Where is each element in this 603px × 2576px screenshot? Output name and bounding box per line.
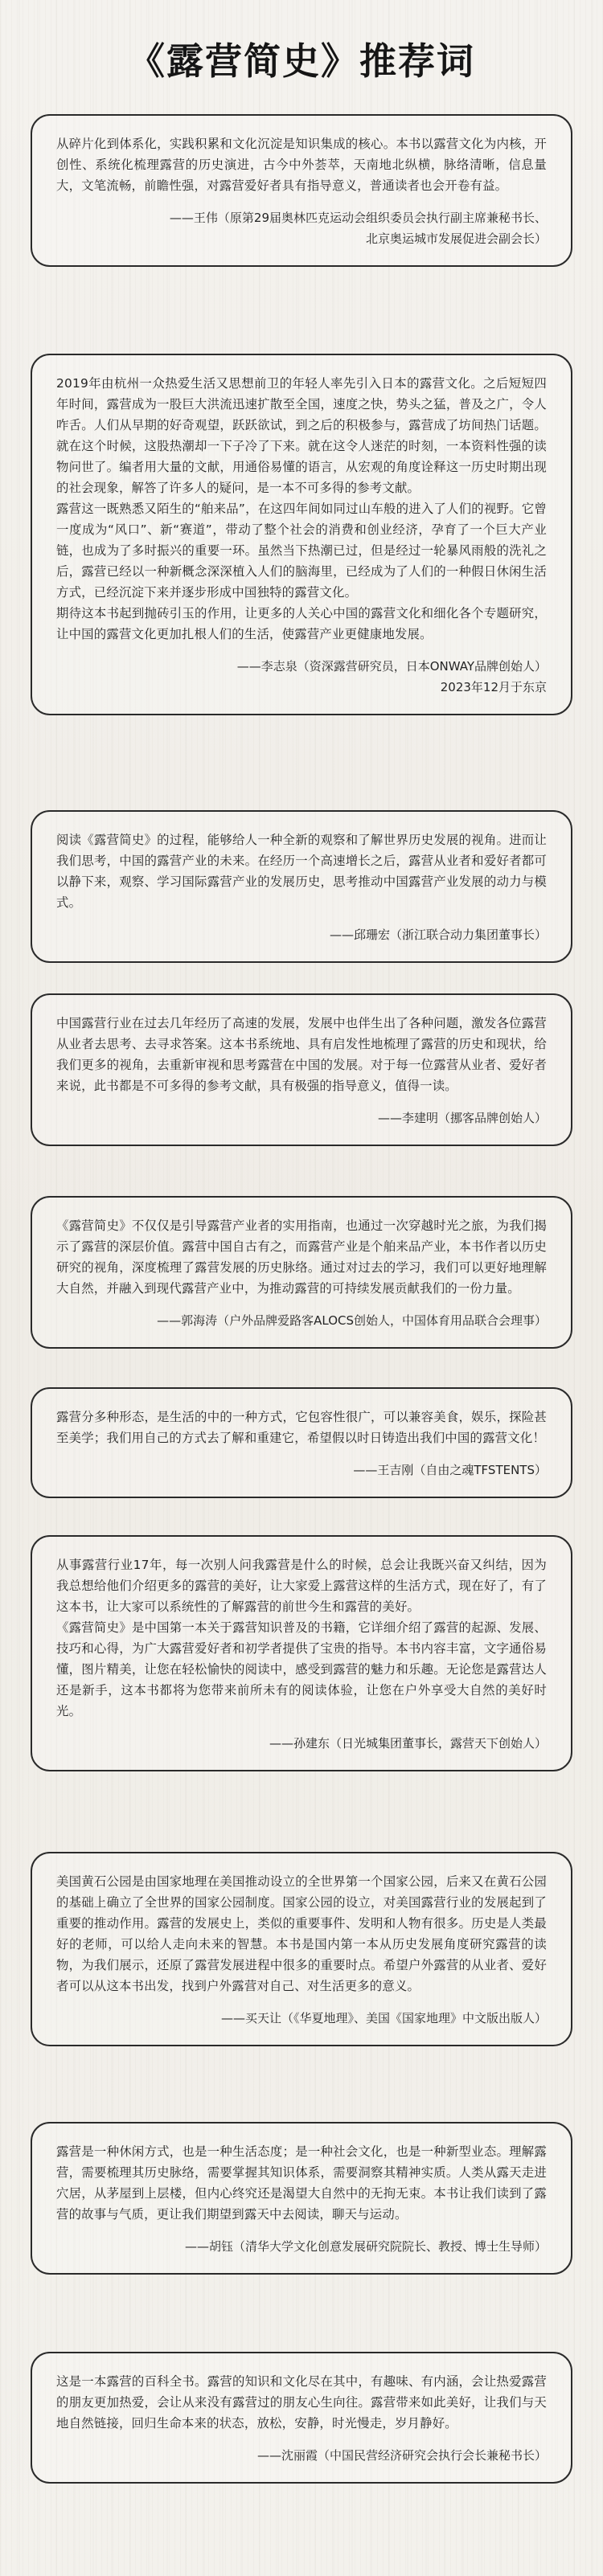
recommender-signature [56, 2008, 547, 2029]
recommendation-card [31, 993, 572, 1146]
signature-line: ——沈丽霞（中国民营经济研究会执行会长兼秘书长） [256, 2448, 547, 2463]
recommendation-text: 期待这本书起到抛砖引玉的作用，让更多的人关心中国的露营文化和细化各个专题研究，让中国的露营文化更加扎根人们的生活，使露营产业更健康地发展。 [56, 606, 547, 641]
recommendation-text: 露营这一既熟悉又陌生的“舶来品”，在这四年间如同过山车般的进入了人们的视野。它曾一度成为“风口”、新“赛道”，带动了整个社会的消费和创业经济，孕育了一个巨大产业链，也成为了多时振兴的重要一环。虽然当下热潮已过，但是经过一轮暴风雨般的洗礼之后，露营已经以一种新概念深深植入人们的脑海里，已经成为了人们的一种假日休闲生活方式，已经沉淀下来并逐步形成中国独特的露营文化。 [56, 502, 547, 600]
page-title: 《露营简史》推荐词 [128, 39, 475, 83]
recommender-signature [56, 2236, 547, 2257]
recommender-signature [56, 924, 547, 945]
recommendation-text: 从事露营行业17年，每一次别人问我露营是什么的时候，总会让我既兴奋又纠结，因为我总想给他们介绍更多的露营的美好，让大家爱上露营这样的生活方式，现在好了，有了这本书，让大家可以系统性的了解露营的前世今生和露营的美好。 [56, 1558, 547, 1614]
recommendation-card [31, 1196, 572, 1349]
signature-line: ——王伟（原第29届奥林匹克运动会组织委员会执行副主席兼秘书长、 [169, 211, 547, 225]
recommendation-card [31, 2122, 572, 2275]
signature-line: ——邱珊宏（浙江联合动力集团董事长） [329, 928, 547, 942]
recommender-signature [56, 1108, 547, 1128]
signature-line: 2023年12月于东京 [440, 680, 547, 694]
signature-line: 北京奥运城市发展促进会副会长） [365, 231, 547, 246]
recommendation-card [31, 1852, 572, 2046]
recommendation-text: 阅读《露营简史》的过程，能够给人一种全新的观察和了解世界历史发展的视角。进而让我们思考，中国的露营产业的未来。在经历一个高速增长之后，露营从业者和爱好者都可以静下来，观察、学习国际露营产业的发展历史，思考推动中国露营产业发展的动力与模式。 [56, 833, 547, 910]
recommender-signature [56, 1460, 547, 1480]
recommendation-text: 这是一本露营的百科全书。露营的知识和文化尽在其中，有趣味、有内涵，会让热爱露营的朋友更加热爱，会让从来没有露营过的朋友心生向往。露营带来如此美好，让我们与天地自然链接，回归生命本来的状态，放松，安静，时光慢走，岁月静好。 [56, 2374, 547, 2431]
recommendation-text: 美国黄石公园是由国家地理在美国推动设立的全世界第一个国家公园，后来又在黄石公园的基础上确立了全世界的国家公园制度。国家公园的设立，对美国露营行业的发展起到了重要的推动作用。露营的发展史上，类似的重要事件、发明和人物有很多。历史是人类最好的老师，可以给人走向未来的智慧。本书是国内第一本从历史发展角度研究露营的读物，为我们展示，还原了露营发展进程中很多的重要时点。希望户外露营的从业者、爱好者可以从这本书出发，找到户外露营对自己、对生活更多的意义。 [56, 1874, 547, 1993]
recommendation-card [31, 354, 572, 715]
recommender-signature [56, 207, 547, 249]
recommender-signature [56, 656, 547, 698]
signature-line: ——王吉刚（自由之魂TFSTENTS） [353, 1463, 547, 1477]
signature-line: ——胡钰（清华大学文化创意发展研究院院长、教授、博士生导师） [184, 2239, 547, 2254]
recommendation-text: 《露营简史》是中国第一本关于露营知识普及的书籍，它详细介绍了露营的起源、发展、技巧和心得，为广大露营爱好者和初学者提供了宝贵的指导。本书内容丰富，文字通俗易懂，图片精美，让您在轻松愉快的阅读中，感受到露营的魅力和乐趣。无论您是露营达人还是新手，这本书都将为您带来前所未有的阅读体验，让您在户外享受大自然的美好时光。 [56, 1620, 547, 1718]
signature-line: ——李志泉（资深露营研究员，日本ONWAY品牌创始人） [236, 659, 547, 674]
signature-line: ——孙建东（日光城集团董事长，露营天下创始人） [269, 1736, 547, 1751]
recommendation-text: 露营是一种休闲方式，也是一种生活态度；是一种社会文化，也是一种新型业态。理解露营，需要梳理其历史脉络，需要掌握其知识体系，需要洞察其精神实质。人类从露天走进穴居，从茅屋到上层楼，但内心终究还是渴望大自然中的无拘无束。本书让我们读到了露营的故事与气质，更让我们期望到露天中去阅读，聊天与运动。 [56, 2144, 547, 2222]
recommendation-text: 露营分多种形态，是生活的中的一种方式，它包容性很广，可以兼容美食，娱乐，探险甚至美学；我们用自己的方式去了解和重建它，希望假以时日铸造出我们中国的露营文化！ [56, 1410, 547, 1445]
recommender-signature [56, 1310, 547, 1331]
recommender-signature [56, 1733, 547, 1754]
signature-line: ——买天让（《华夏地理》、美国《国家地理》中文版出版人） [220, 2011, 547, 2025]
recommendation-text: 从碎片化到体系化，实践积累和文化沉淀是知识集成的核心。本书以露营文化为内核，开创性、系统化梳理露营的历史演进，古今中外荟萃，天南地北纵横，脉络清晰，信息量大，文笔流畅，前瞻性强，对露营爱好者具有指导意义，普通读者也会开卷有益。 [56, 137, 547, 193]
recommendation-card [31, 1535, 572, 1771]
recommendation-card [31, 114, 572, 267]
signature-line: ——郭海涛（户外品牌爱路客ALOCS创始人，中国体育用品联合会理事） [157, 1313, 547, 1328]
recommendation-card [31, 810, 572, 963]
recommendation-card [31, 1387, 572, 1498]
recommendation-text: 2019年由杭州一众热爱生活又思想前卫的年轻人率先引入日本的露营文化。之后短短四年时间，露营成为一股巨大洪流迅速扩散至全国，速度之快，势头之猛，普及之广，令人咋舌。人们从早期的好奇观望，跃跃欲试，到之后的积极参与，露营成了坊间热门话题。就在这个时候，这股热潮却一下子冷了下来。就在这令人迷茫的时刻，一本资料性强的读物问世了。编者用大量的文献，用通俗易懂的语言，从宏观的角度诠释这一历史时期出现的社会现象，解答了许多人的疑问，是一本不可多得的参考文献。 [56, 376, 547, 495]
signature-line: ——李建明（挪客品牌创始人） [377, 1111, 547, 1125]
recommendation-text: 《露营简史》不仅仅是引导露营产业者的实用指南，也通过一次穿越时光之旅，为我们揭示了露营的深层价值。露营中国自古有之，而露营产业是个舶来品产业，本书作者以历史研究的视角，深度梳理了露营发展的历史脉络。通过对过去的学习，我们可以更好地理解大自然，并融入到现代露营产业中，为推动露营的可持续发展贡献我们的一份力量。 [56, 1218, 547, 1296]
recommendation-card [31, 2352, 572, 2484]
recommender-signature [56, 2445, 547, 2466]
recommendation-text: 中国露营行业在过去几年经历了高速的发展，发展中也伴生出了各种问题，激发各位露营从业者去思考、去寻求答案。这本书系统地、具有启发性地梳理了露营的历史和现状，给我们更多的视角，去重新审视和思考露营在中国的发展。对于每一位露营从业者、爱好者来说，此书都是不可多得的参考文献，具有极强的指导意义，值得一读。 [56, 1016, 547, 1093]
